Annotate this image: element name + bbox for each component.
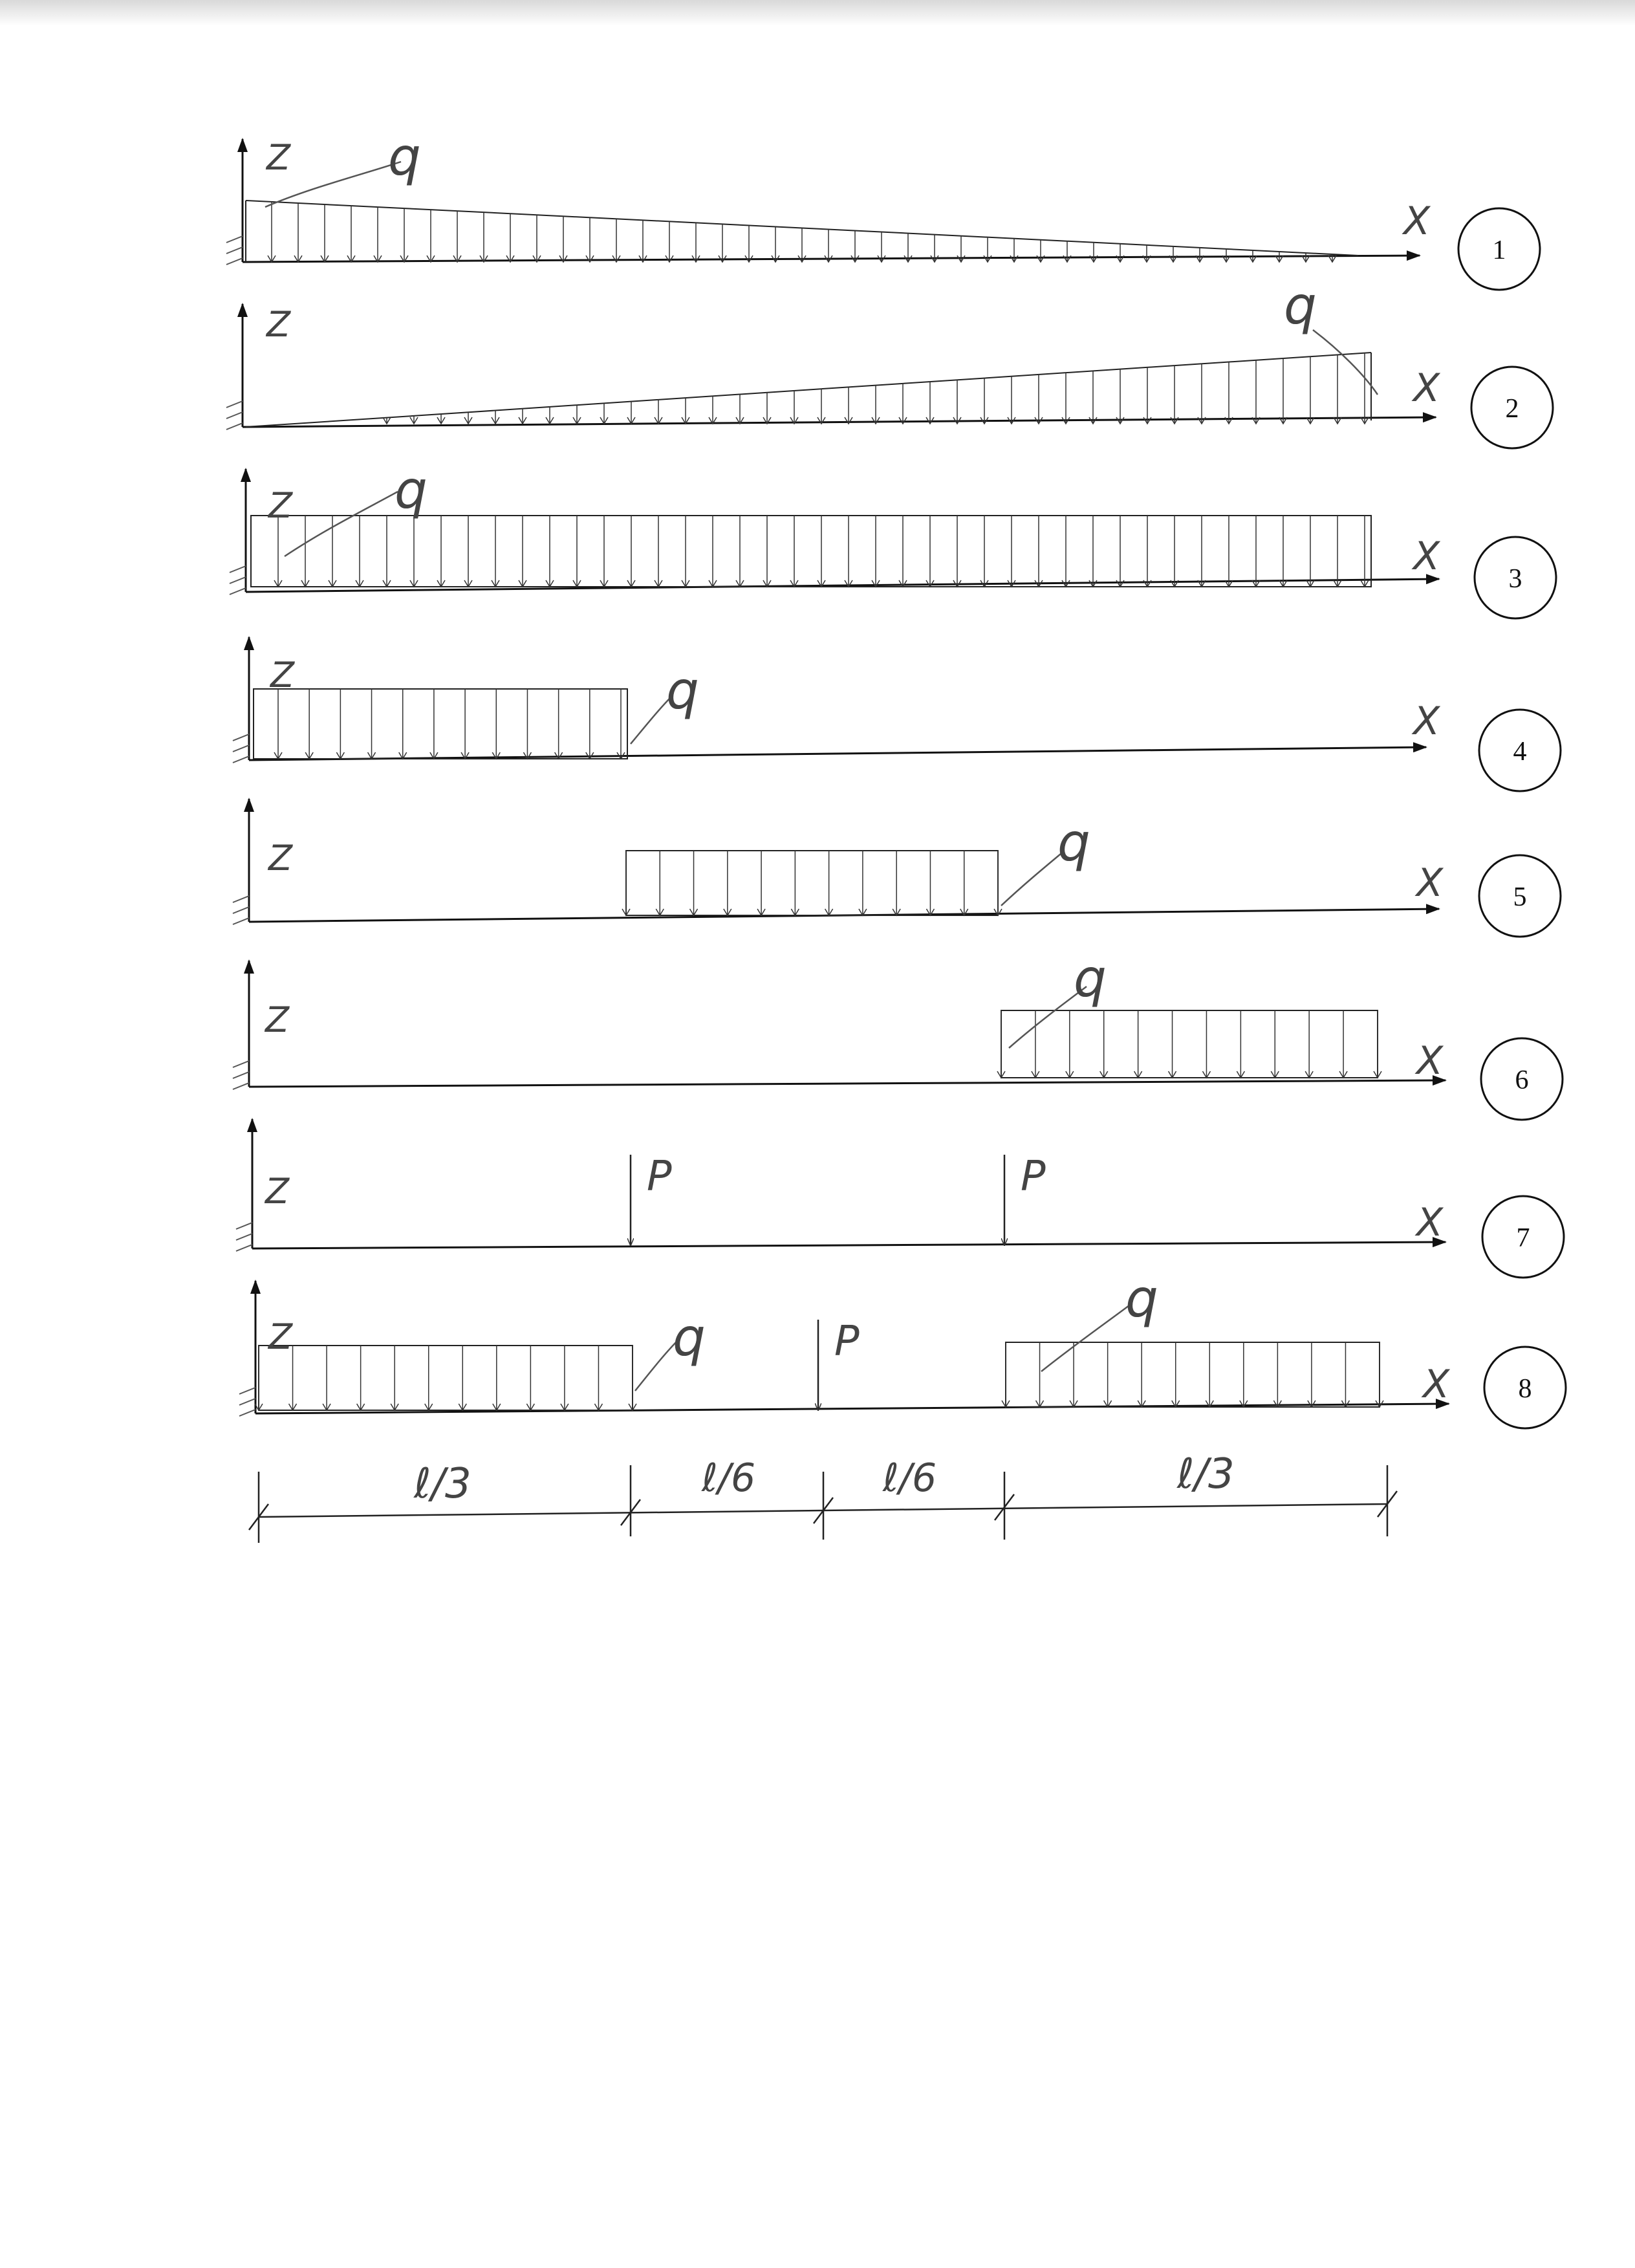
load-label-q: q [1074,948,1107,1009]
load-label-p: P [834,1318,860,1366]
load-label-p: P [647,1153,672,1201]
load-label-p: P [1021,1153,1046,1201]
load-label-q: q [1057,812,1090,873]
z-axis-label: Z [265,999,289,1040]
load-label-q: q [1125,1269,1158,1329]
z-axis-label: Z [268,485,292,526]
case-4 [233,637,1561,791]
x-axis-label: X [1416,1200,1444,1245]
case-8 [239,1269,1566,1428]
case-7 [236,1119,1564,1278]
case-number: 2 [1505,394,1519,424]
case-number: 7 [1516,1223,1530,1253]
case-3 [230,460,1556,618]
dimension-label: ℓ/3 [414,1460,471,1508]
case-number: 1 [1492,235,1506,265]
case-6 [233,948,1563,1120]
case-number: 6 [1515,1065,1529,1095]
case-number: 3 [1508,564,1522,594]
support-hatch [226,236,243,265]
z-axis-label: Z [266,304,290,345]
load-label-q: q [673,1307,706,1368]
load-label-q: q [388,127,421,187]
z-axis-label: Z [266,137,290,178]
z-axis-label: Z [268,1316,292,1357]
x-axis-label: X [1413,534,1440,579]
case-number: 5 [1513,882,1527,912]
z-axis-label: Z [270,655,294,695]
case-number: 4 [1513,737,1527,767]
x-axis-label: X [1413,365,1440,411]
x-axis-label: X [1423,1362,1450,1407]
case-2 [226,276,1553,448]
load-label-q: q [666,660,699,721]
x-axis-label: X [1416,860,1444,906]
z-axis-label: Z [265,1171,289,1212]
x-axis-label: X [1413,699,1440,744]
case-1 [226,127,1540,290]
dimension-label: ℓ/3 [1177,1450,1235,1498]
x-axis-label: X [1403,199,1431,244]
load-label-q: q [395,460,428,520]
z-axis-label: Z [268,838,292,878]
case-5 [233,799,1561,937]
load-label-q: q [1284,276,1317,336]
case-number: 8 [1518,1374,1532,1404]
dimension-label: ℓ/6 [883,1456,937,1501]
dimension-label: ℓ/6 [702,1456,756,1501]
x-axis-label: X [1416,1038,1444,1084]
